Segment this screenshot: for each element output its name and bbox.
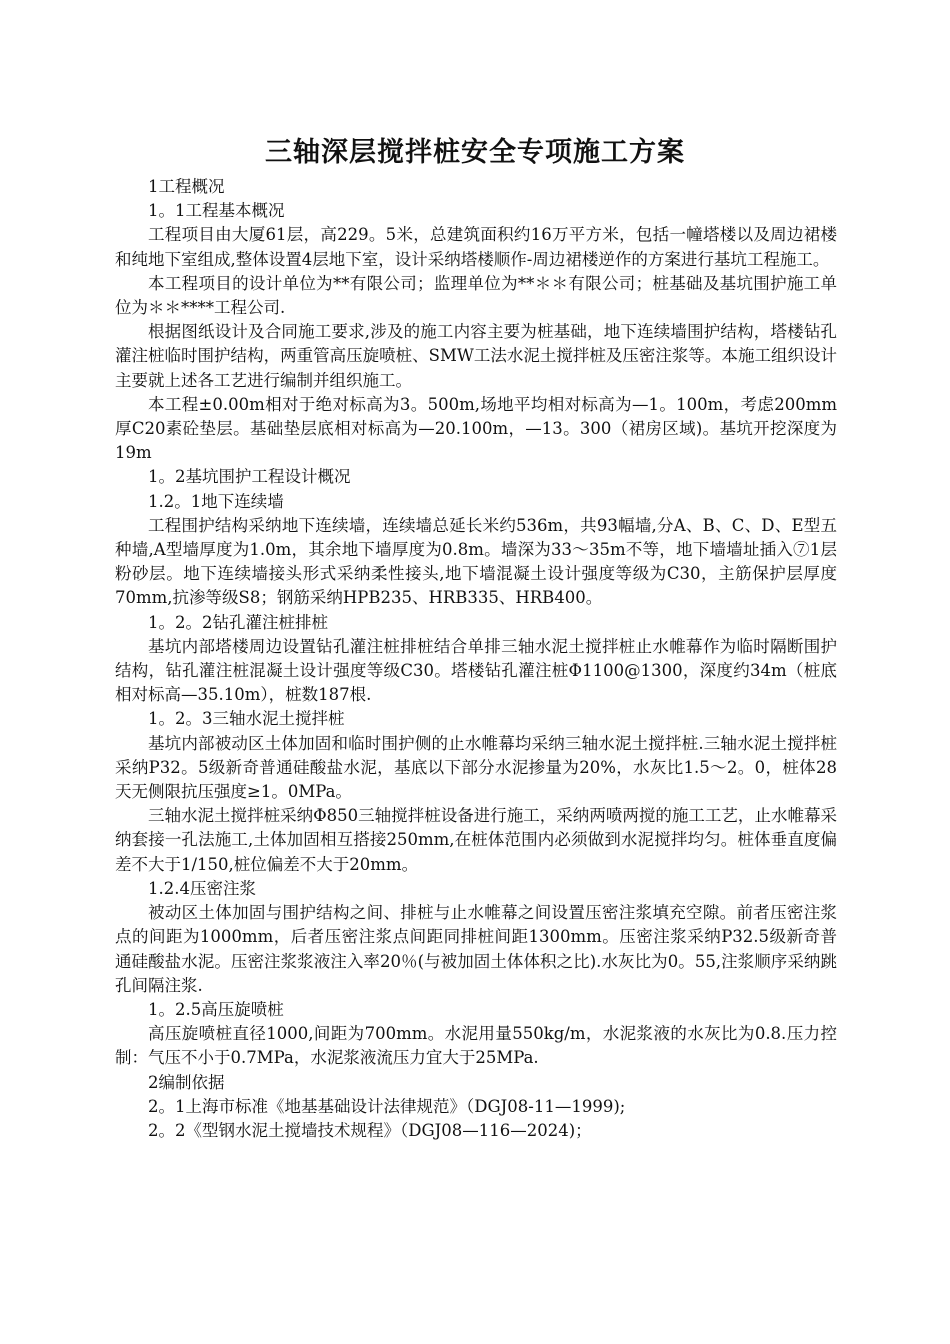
body-paragraph: 高压旋喷桩直径1000,间距为700mm。水泥用量550kg/m，水泥浆液的水灰比为0.8.压力控制：气压不小于0.7MPa，水泥浆液流压力宜大于25MPa. (115, 1024, 837, 1068)
section-heading: 1.2。1地下连续墙 (148, 491, 284, 511)
body-paragraph: 基坑内部塔楼周边设置钻孔灌注桩排桩结合单排三轴水泥土搅拌桩止水帷幕作为临时隔断围护结构，钻孔灌注桩混凝土设计强度等级C30。塔楼钻孔灌注桩Φ1100@1300，深度约34m（桩底相对标高—35.10m），桩数187根. (115, 636, 837, 705)
section-heading: 1.2.4压密注浆 (148, 878, 256, 898)
section-heading: 1。2基坑围护工程设计概况 (148, 467, 351, 487)
section-heading: 1。2.5高压旋喷桩 (148, 999, 284, 1019)
document-body (115, 175, 837, 1143)
body-paragraph: 基坑内部被动区土体加固和临时围护侧的止水帷幕均采纳三轴水泥土搅拌桩.三轴水泥土搅拌桩采纳P32。5级新奇普通硅酸盐水泥，基底以下部分水泥掺量为20%，水灰比1.5～2。0，桩体28天无侧限抗压强度≥1。0MPa。 (115, 733, 837, 802)
body-paragraph: 本工程±0.00m相对于绝对标高为3。500m,场地平均相对标高为—1。100m，考虑200mm厚C20素砼垫层。基础垫层底相对标高为—20.100m，—13。300（裙房区域)。基坑开挖深度为19m (115, 394, 837, 463)
body-paragraph: 根据图纸设计及合同施工要求,涉及的施工内容主要为桩基础，地下连续墙围护结构，塔楼钻孔灌注桩临时围护结构，两重管高压旋喷桩、SMW工法水泥土搅拌桩及压密注浆等。本施工组织设计主要就上述各工艺进行编制并组织施工。 (115, 322, 837, 390)
section-heading: 1。2。2钻孔灌注桩排桩 (148, 612, 328, 632)
section-heading: 2编制依据 (148, 1072, 225, 1092)
section-heading: 1工程概况 (148, 177, 225, 196)
section-heading: 1。1工程基本概况 (148, 201, 285, 221)
section-heading: 1。2。3三轴水泥土搅拌桩 (148, 709, 345, 729)
section-heading: 2。1上海市标准《地基基础设计法律规范》（DGJ08-11—1999); (148, 1096, 626, 1116)
body-paragraph: 三轴水泥土搅拌桩采纳Φ850三轴搅拌桩设备进行施工，采纳两喷两搅的施工工艺，止水帷幕采纳套接一孔法施工,土体加固相互搭接250mm,在桩体范围内必须做到水泥搅拌均匀。桩体垂直度偏差不大于1/150,桩位偏差不大于20mm。 (115, 806, 837, 874)
body-paragraph: 工程项目由大厦61层，高229。5米，总建筑面积约16万平方米，包括一幢塔楼以及周边裙楼和纯地下室组成,整体设置4层地下室，设计采纳塔楼顺作-周边裙楼逆作的方案进行基坑工程施工。 (115, 225, 837, 269)
body-paragraph: 被动区土体加固与围护结构之间、排桩与止水帷幕之间设置压密注浆填充空隙。前者压密注浆点的间距为1000mm，后者压密注浆点间距同排桩间距1300mm。压密注浆采纳P32.5级新奇普通硅酸盐水泥。压密注浆浆液注入率20％(与被加固土体体积之比).水灰比为0。55,注浆顺序采纳跳孔间隔注浆. (115, 903, 837, 995)
body-paragraph: 本工程项目的设计单位为**有限公司；监理单位为**＊＊有限公司；桩基础及基坑围护施工单位为＊＊****工程公司. (115, 273, 837, 318)
section-heading: 2。2《型钢水泥土搅墙技术规程》（DGJ08—116—2024)； (148, 1120, 592, 1140)
document-title: 三轴深层搅拌桩安全专项施工方案 (265, 137, 685, 168)
body-paragraph: 工程围护结构采纳地下连续墙，连续墙总延长米约536m，共93幅墙,分A、B、C、D、E型五种墙,A型墙厚度为1.0m，其余地下墙厚度为0.8m。墙深为33～35m不等，地下墙墙址插入⑦1层粉砂层。地下连续墙接头形式采纳柔性接头,地下墙混凝土设计强度等级为C30，主筋保护层厚度70mm,抗渗等级S8；钢筋采纳HPB235、HRB335、HRB400。 (115, 515, 837, 608)
